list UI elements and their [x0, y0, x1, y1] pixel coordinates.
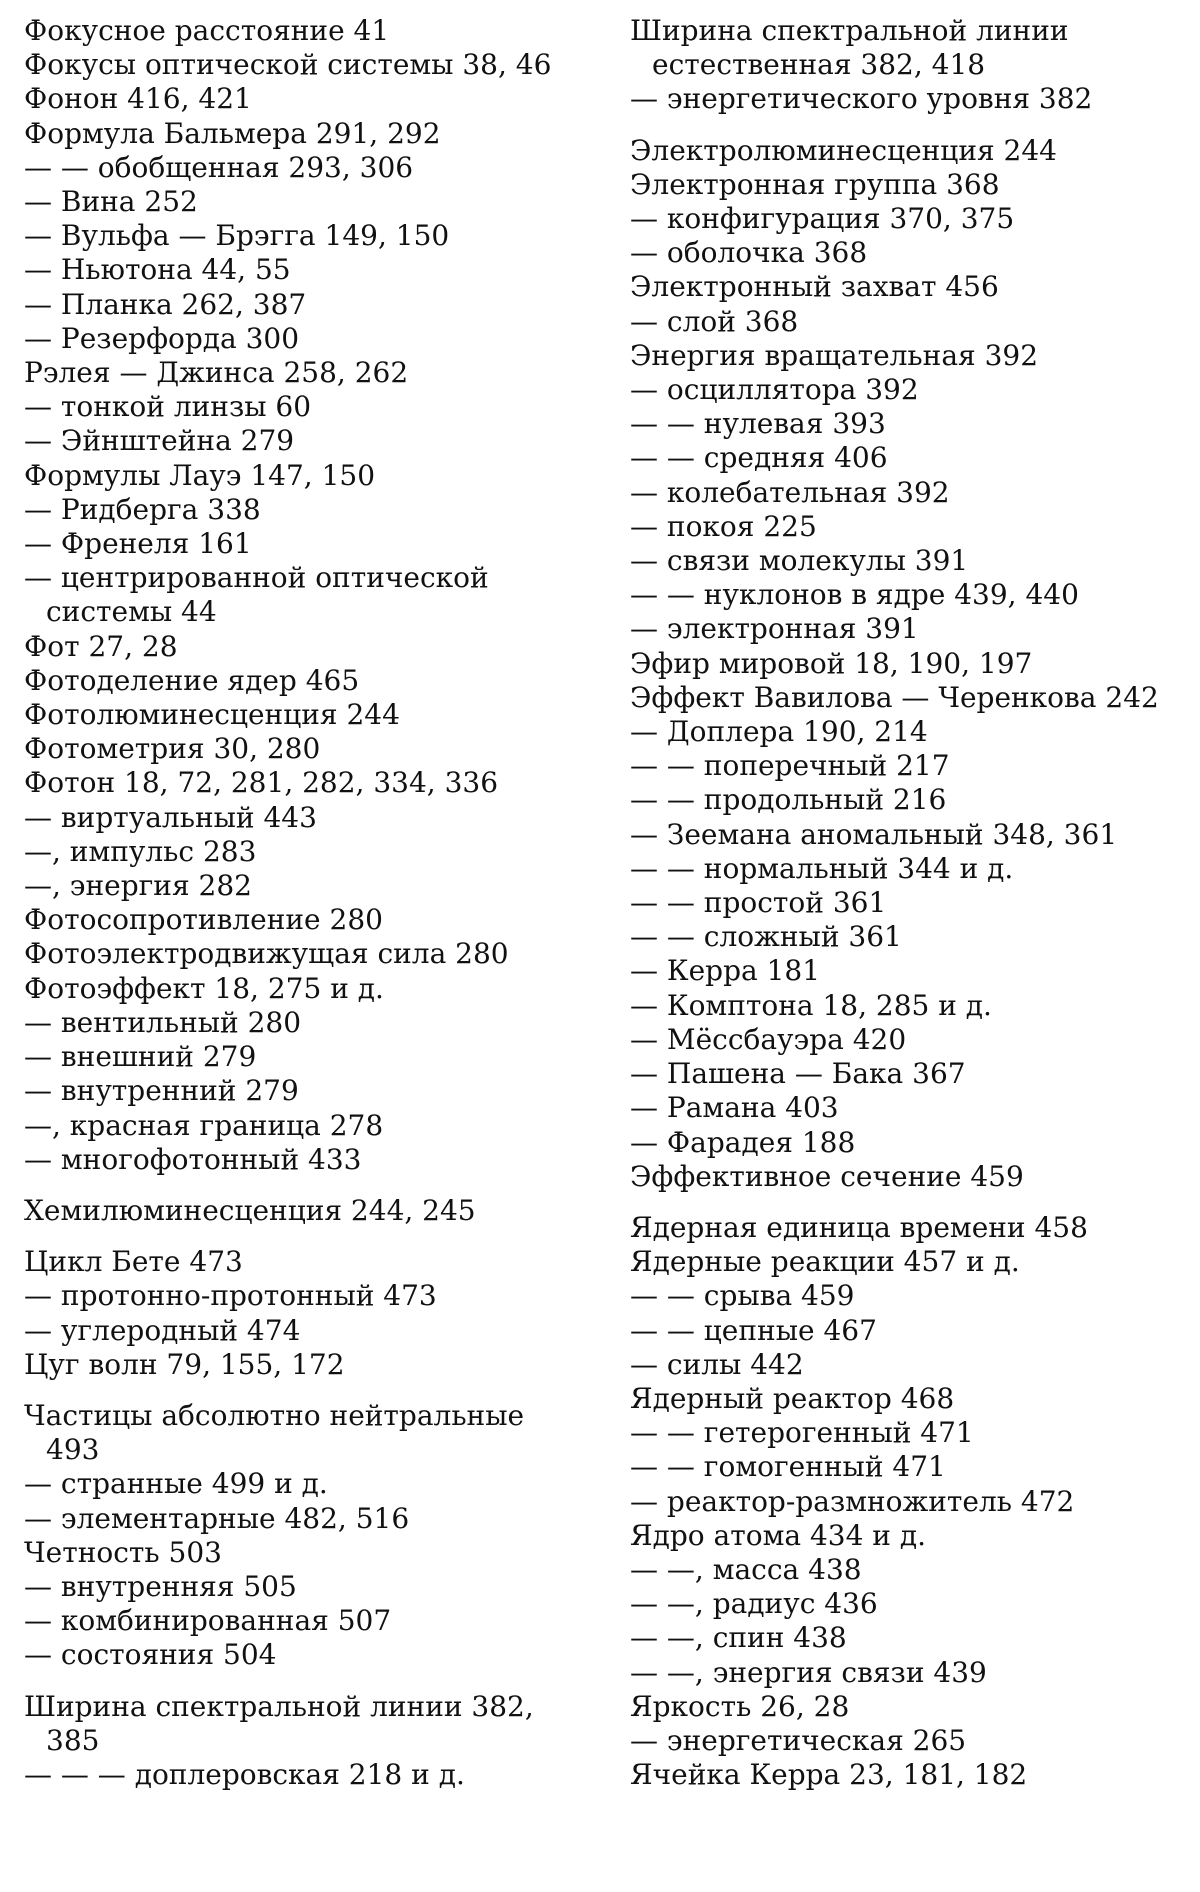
index-entry: — —, энергия связи 439 — [630, 1655, 987, 1689]
index-entry: Частицы абсолютно нейтральные 493 — [24, 1398, 525, 1467]
index-entry: Ячейка Керра 23, 181, 182 — [630, 1758, 1028, 1792]
index-entry: Рэлея — Джинса 258, 262 — [24, 356, 409, 390]
index-entry: — —, радиус 436 — [630, 1587, 878, 1621]
section-gap — [24, 1673, 584, 1690]
index-entry: — осциллятора 392 — [630, 373, 919, 407]
index-entry: — Доплера 190, 214 — [630, 715, 928, 749]
index-entry: Фотосопротивление 280 — [24, 903, 383, 937]
index-entry: Цуг волн 79, 155, 172 — [24, 1347, 345, 1381]
index-entry: Электролюминесценция 244 — [630, 133, 1057, 167]
index-entry: — Ридберга 338 — [24, 492, 261, 526]
index-entry: — странные 499 и д. — [24, 1467, 328, 1501]
index-entry: — Зеемана аномальный 348, 361 — [630, 817, 1118, 851]
index-entry: — внешний 279 — [24, 1040, 257, 1074]
section-gap — [24, 1382, 584, 1399]
index-entry: — многофотонный 433 — [24, 1142, 362, 1176]
index-entry: Эффект Вавилова — Черенкова 242 — [630, 680, 1159, 714]
index-entry: Фотолюминесценция 244 — [24, 698, 400, 732]
index-entry: — оболочка 368 — [630, 236, 868, 270]
index-entry: — вентильный 280 — [24, 1005, 302, 1039]
index-entry: — реактор-размножитель 472 — [630, 1484, 1075, 1518]
index-entry: — внутренняя 505 — [24, 1569, 297, 1603]
index-entry: — протонно-протонный 473 — [24, 1279, 437, 1313]
index-entry: Ядерный реактор 468 — [630, 1381, 955, 1415]
index-entry: — — сложный 361 — [630, 920, 902, 954]
index-entry: — центрированной оптической системы 44 — [24, 561, 489, 629]
index-entry: — Фарадея 188 — [630, 1125, 856, 1159]
section-gap — [630, 117, 1178, 134]
index-entry: — — нулевая 393 — [630, 407, 886, 441]
index-entry: Формулы Лауэ 147, 150 — [24, 458, 376, 492]
index-entry: — — поперечный 217 — [630, 749, 950, 783]
index-entry: Ширина спектральной линии 382, 385 — [24, 1689, 534, 1757]
index-entry: — конфигурация 370, 375 — [630, 202, 1015, 236]
index-entry: — Комптона 18, 285 и д. — [630, 988, 992, 1022]
index-entry: — состояния 504 — [24, 1638, 277, 1672]
index-entry: — Рамана 403 — [630, 1091, 839, 1125]
index-entry: Хемилюминесценция 244, 245 — [24, 1193, 476, 1227]
index-entry: —, энергия 282 — [24, 869, 252, 903]
index-entry: — —, масса 438 — [630, 1552, 862, 1586]
index-entry: Ядерные реакции 457 и д. — [630, 1245, 1020, 1279]
index-entry: — Планка 262, 387 — [24, 287, 307, 321]
index-entry: — — гомогенный 471 — [630, 1450, 946, 1484]
index-entry: — колебательная 392 — [630, 475, 950, 509]
index-entry: Фокусы оптической системы 38, 46 — [24, 48, 552, 82]
index-entry: — Вульфа — Брэгга 149, 150 — [24, 219, 450, 253]
index-entry: — углеродный 474 — [24, 1313, 301, 1347]
index-entry: Энергия вращательная 392 — [630, 338, 1039, 372]
index-entry: — комбинированная 507 — [24, 1604, 392, 1638]
index-entry: — — — доплеровская 218 и д. — [24, 1757, 465, 1791]
index-entry: — внутренний 279 — [24, 1074, 299, 1108]
section-gap — [24, 1177, 584, 1194]
index-entry: — Мёссбауэра 420 — [630, 1022, 907, 1056]
section-gap — [630, 1194, 1178, 1211]
index-column-right — [630, 14, 1178, 1792]
index-entry: Фотоделение ядер 465 — [24, 663, 360, 697]
index-entry: Фотоэффект 18, 275 и д. — [24, 971, 384, 1005]
index-entry: Фокусное расстояние 41 — [24, 14, 390, 47]
index-entry: — энергетическая 265 — [630, 1723, 967, 1757]
index-entry: — — нуклонов в ядре 439, 440 — [630, 578, 1079, 612]
index-entry: Фонон 416, 421 — [24, 82, 252, 116]
index-entry: — силы 442 — [630, 1347, 804, 1381]
index-entry: Эффективное сечение 459 — [630, 1159, 1024, 1193]
index-entry: Ядро атома 434 и д. — [630, 1518, 926, 1552]
section-gap — [24, 1228, 584, 1245]
index-entry: — Френеля 161 — [24, 527, 252, 561]
index-entry: — — срыва 459 — [630, 1279, 855, 1313]
index-entry: Яркость 26, 28 — [630, 1689, 850, 1723]
index-entry: Формула Бальмера 291, 292 — [24, 116, 441, 150]
index-column-left — [24, 14, 584, 1792]
index-entry: Фотоэлектродвижущая сила 280 — [24, 937, 509, 971]
index-entry: — — простой 361 — [630, 886, 887, 920]
index-entry: — энергетического уровня 382 — [630, 82, 1093, 116]
index-entry: — слой 368 — [630, 304, 799, 338]
index-entry: — электронная 391 — [630, 612, 919, 646]
index-entry: Эфир мировой 18, 190, 197 — [630, 646, 1033, 680]
index-entry: Цикл Бете 473 — [24, 1245, 243, 1279]
index-entry: Ширина спектральной линии естественная 382, 418 — [630, 14, 1069, 82]
index-entry: — Ньютона 44, 55 — [24, 253, 291, 287]
index-entry: Фотометрия 30, 280 — [24, 732, 321, 766]
index-entry: — тонкой линзы 60 — [24, 390, 312, 424]
index-entry: Электронный захват 456 — [630, 270, 999, 304]
index-entry: Ядерная единица времени 458 — [630, 1210, 1088, 1244]
index-entry: — — обобщенная 293, 306 — [24, 150, 414, 184]
index-entry: — покоя 225 — [630, 509, 817, 543]
index-entry: — Резерфорда 300 — [24, 321, 300, 355]
index-entry: Электронная группа 368 — [630, 167, 1000, 201]
index-entry: — — гетерогенный 471 — [630, 1416, 974, 1450]
index-entry: — — нормальный 344 и д. — [630, 851, 1014, 885]
index-entry: —, красная граница 278 — [24, 1108, 384, 1142]
index-entry: — виртуальный 443 — [24, 800, 317, 834]
index-entry: — Пашена — Бака 367 — [630, 1057, 966, 1091]
index-entry: Четность 503 — [24, 1535, 222, 1569]
index-entry: — Вина 252 — [24, 185, 198, 219]
index-entry: Фот 27, 28 — [24, 629, 178, 663]
index-entry: — элементарные 482, 516 — [24, 1501, 410, 1535]
index-entry: Фотон 18, 72, 281, 282, 334, 336 — [24, 766, 499, 800]
index-entry: — связи молекулы 391 — [630, 544, 969, 578]
index-entry: — — средняя 406 — [630, 441, 888, 475]
index-entry: —, импульс 283 — [24, 834, 257, 868]
index-entry: — Эйнштейна 279 — [24, 424, 295, 458]
index-entry: — — продольный 216 — [630, 783, 947, 817]
index-entry: — —, спин 438 — [630, 1621, 847, 1655]
index-entry: — — цепные 467 — [630, 1313, 877, 1347]
index-entry: — Керра 181 — [630, 954, 821, 988]
